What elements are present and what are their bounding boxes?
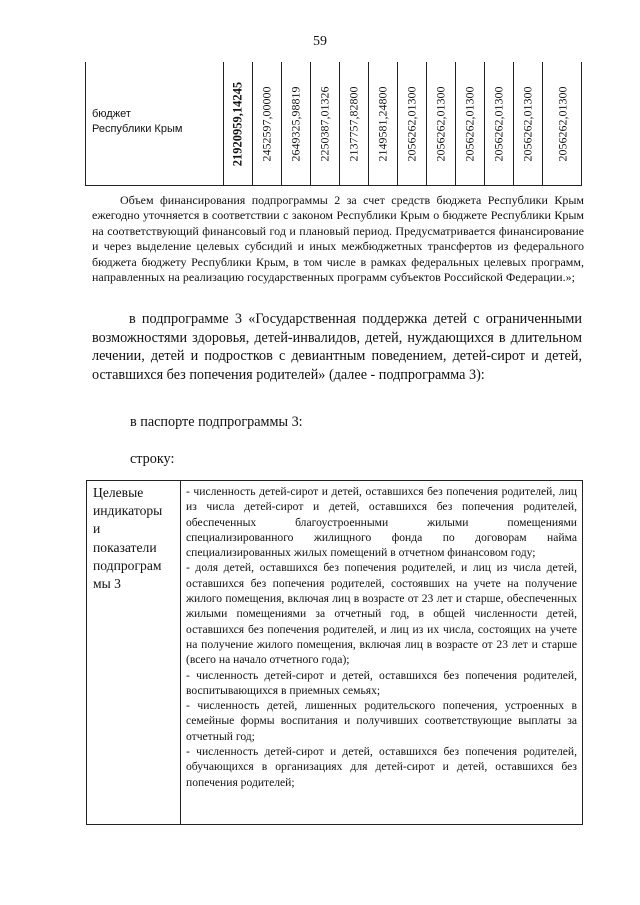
passport-line: в паспорте подпрограммы 3:: [130, 414, 303, 430]
budget-value: 2056262,01300: [491, 86, 506, 161]
budget-value-cell: [310, 62, 339, 185]
page-number: 59: [313, 34, 327, 49]
budget-values: [223, 62, 582, 185]
budget-total-cell: [223, 62, 252, 185]
row-line: строку:: [130, 451, 175, 467]
budget-value-cell: [455, 62, 484, 185]
budget-value: 2056262,01300: [520, 86, 535, 161]
financing-text: Объем финансирования подпрограммы 2 за счет средств бюджета Республики Крым ежегодно уточняется в соответствии с законом Республики Крым о бюджете Республики Крым на соответствующий финансовый год и плановый период. Предусматривается финансирование и через выделение целевых субсидий и иных межбюджетных трансфертов из федерального бюджета бюджету Республики Крым, в том числе в рамках федеральных целевых программ, направленных на реализацию государственных программ субъектов Российской Федерации.»;: [92, 193, 584, 285]
budget-value: 2649325,98819: [288, 86, 303, 161]
indicators-label-line: мы 3: [93, 576, 121, 592]
indicators-label-line: индикаторы: [93, 503, 163, 519]
budget-value-cell: [252, 62, 281, 185]
indicator-item: - численность детей-сирот и детей, оставшихся без попечения родителей, обучающихся в организациях для детей-сирот и детей, оставшихся без попечения родителей;: [186, 745, 577, 789]
budget-total: 21920959,14245: [230, 81, 245, 166]
budget-value: 2137757,82800: [346, 86, 361, 161]
budget-value: 2056262,01300: [462, 86, 477, 161]
indicators-label-line: и: [93, 521, 101, 537]
indicators-label-line: показатели: [93, 539, 157, 555]
indicators-list-cell: [181, 481, 582, 793]
budget-value-cell: [426, 62, 455, 185]
budget-table: [85, 62, 582, 186]
budget-value: 2056262,01300: [555, 86, 569, 161]
budget-value: 2056262,01300: [433, 86, 448, 161]
budget-value-cell: [542, 62, 582, 185]
budget-value-cell: [397, 62, 426, 185]
subprogram-paragraph: [92, 310, 582, 384]
budget-value-cell: [339, 62, 368, 185]
budget-value: 2056262,01300: [404, 86, 419, 161]
indicator-item: - численность детей-сирот и детей, оставшихся без попечения родителей, лиц из числа детей-сирот и детей, оставшихся без попечения родителей, обеспеченных благоустроенными жилыми помещениями специализированного жилищного фонда по договорам найма специализированных жилых помещений в отчетном финансовом году;: [186, 485, 577, 560]
budget-value: 2149581,24800: [375, 86, 390, 161]
budget-value-cell: [484, 62, 513, 185]
indicator-item: - численность детей, лишенных родительского попечения, устроенных в семейные формы воспитания и получивших соответствующие выплаты за отчетный год;: [186, 699, 577, 743]
budget-value-cell: [513, 62, 542, 185]
budget-row-label: [92, 107, 222, 137]
budget-value: 2452597,00000: [259, 86, 274, 161]
indicators-label-line: подпрограм: [93, 557, 162, 573]
financing-paragraph: [92, 193, 584, 285]
budget-value-cell: [368, 62, 397, 185]
indicators-label-line: Целевые: [93, 485, 144, 500]
budget-value: 2250387,01326: [317, 86, 332, 161]
indicators-table: [86, 480, 583, 825]
indicators-label-cell: [87, 481, 181, 824]
subprogram-text: в подпрограмме 3 «Государственная поддержка детей с ограниченными возможностями здоровья, детей-инвалидов, детей, нуждающихся в длительном лечении, детей и подростков с девиантным поведением, детей-сирот и детей, оставшихся без попечения родителей» (далее - подпрограмма 3):: [92, 311, 582, 383]
budget-label-line: бюджет: [92, 108, 131, 120]
budget-label-line: Республики Крым: [92, 123, 183, 135]
indicator-item: - численность детей-сирот и детей, оставшихся без попечения родителей, воспитывающихся в приемных семьях;: [186, 668, 577, 697]
indicator-item: - доля детей, оставшихся без попечения родителей, и лиц из числа детей, оставшихся без попечения родителей, состоявших на учете на получение жилого помещения, включая лиц в возрасте от 23 лет и старше, обеспеченных жилыми помещениями за отчетный год, в общей численности детей, оставшихся без попечения родителей, и лиц из их числа, состоящих на учете на получение жилого помещения, включая лиц в возрасте от 23 лет и старше (всего на начало отчетного года);: [186, 561, 577, 667]
budget-value-cell: [281, 62, 310, 185]
